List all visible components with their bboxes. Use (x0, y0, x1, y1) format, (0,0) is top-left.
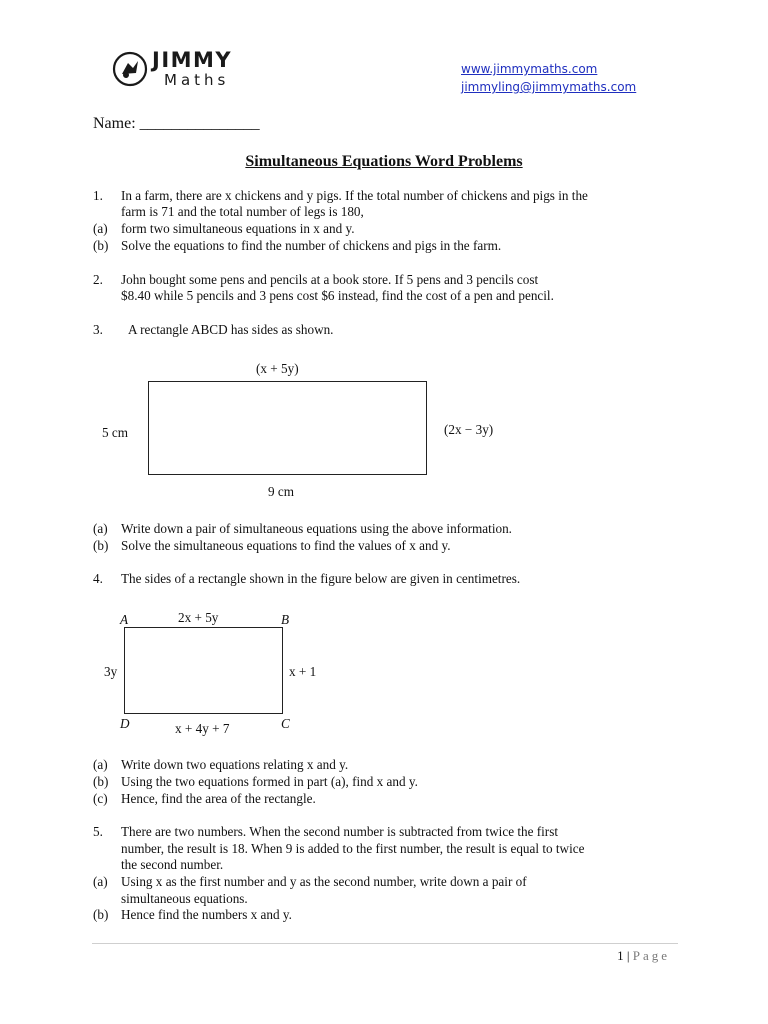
q2-line2: $8.40 while 5 pencils and 3 pens cost $6 instead, find the cost of a pen and pencil. (121, 288, 554, 303)
q5-a-line1: Using x as the first number and y as the second number, write down a pair of (121, 874, 527, 889)
q1-a-text: form two simultaneous equations in x and y. (121, 221, 355, 236)
page-separator: | (626, 948, 630, 963)
q2-number: 2. (93, 272, 103, 287)
q1-b-text: Solve the equations to find the number of chickens and pigs in the farm. (121, 238, 502, 253)
q4-corner-b: B (281, 612, 290, 627)
q3-right-label: (2x − 3y) (444, 422, 494, 437)
q4-corner-c: C (281, 716, 290, 731)
q4-top-label: 2x + 5y (178, 610, 219, 625)
q3-b-label: (b) (93, 538, 109, 553)
q5-line3: the second number. (121, 857, 224, 872)
q3-number: 3. (93, 322, 103, 337)
logo (112, 48, 252, 92)
page-title: Simultaneous Equations Word Problems (245, 153, 523, 170)
logo-text-top: JIMMY (152, 48, 233, 72)
logo-text-bottom: Maths (164, 71, 230, 89)
q4-a-text: Write down two equations relating x and y. (121, 757, 349, 772)
q4-b-label: (b) (93, 774, 109, 789)
q4-c-text: Hence, find the area of the rectangle. (121, 791, 316, 806)
q1-line1: In a farm, there are x chickens and y pigs. If the total number of chickens and pigs in the (121, 188, 588, 203)
q1-b-label: (b) (93, 238, 109, 253)
q3-top-label: (x + 5y) (256, 361, 299, 376)
page-footer (617, 948, 670, 965)
page-word: Page (632, 948, 670, 963)
q5-line2: number, the result is 18. When 9 is added to the first number, the result is equal to twice (121, 841, 585, 856)
q4-corner-a: A (120, 612, 129, 627)
q4-c-label: (c) (93, 791, 108, 806)
q3-line1: A rectangle ABCD has sides as shown. (128, 322, 334, 337)
q4-b-text: Using the two equations formed in part (a), find x and y. (121, 774, 418, 789)
q2-line1: John bought some pens and pencils at a book store. If 5 pens and 3 pencils cost (121, 272, 539, 287)
q4-rectangle (124, 627, 283, 714)
q4-bottom-label: x + 4y + 7 (175, 721, 230, 736)
q5-number: 5. (93, 824, 103, 839)
q4-a-label: (a) (93, 757, 108, 772)
page-number: 1 (617, 948, 624, 963)
q3-left-label: 5 cm (102, 425, 129, 440)
q4-line1: The sides of a rectangle shown in the figure below are given in centimetres. (121, 571, 521, 586)
email-link[interactable]: jimmyling@jimmymaths.com (461, 80, 637, 94)
q5-a-line2: simultaneous equations. (121, 891, 248, 906)
footer-divider (92, 943, 678, 944)
q3-bottom-label: 9 cm (268, 484, 295, 499)
q1-number: 1. (93, 188, 103, 203)
q4-left-label: 3y (104, 664, 118, 679)
q3-b-text: Solve the simultaneous equations to find the values of x and y. (121, 538, 451, 553)
q5-a-label: (a) (93, 874, 108, 889)
q3-rectangle (148, 381, 427, 475)
q5-b-label: (b) (93, 907, 109, 922)
q5-b-text: Hence find the numbers x and y. (121, 907, 292, 922)
q5-line1: There are two numbers. When the second number is subtracted from twice the first (121, 824, 558, 839)
q1-a-label: (a) (93, 221, 108, 236)
q4-corner-d: D (120, 716, 130, 731)
q1-line2: farm is 71 and the total number of legs is 180, (121, 204, 364, 219)
name-field-label: Name: _______________ (93, 115, 260, 132)
q4-right-label: x + 1 (289, 664, 317, 679)
q3-a-label: (a) (93, 521, 108, 536)
q3-a-text: Write down a pair of simultaneous equations using the above information. (121, 521, 512, 536)
logo-emblem-icon (112, 51, 148, 87)
q4-number: 4. (93, 571, 103, 586)
website-link[interactable]: www.jimmymaths.com (461, 62, 598, 76)
